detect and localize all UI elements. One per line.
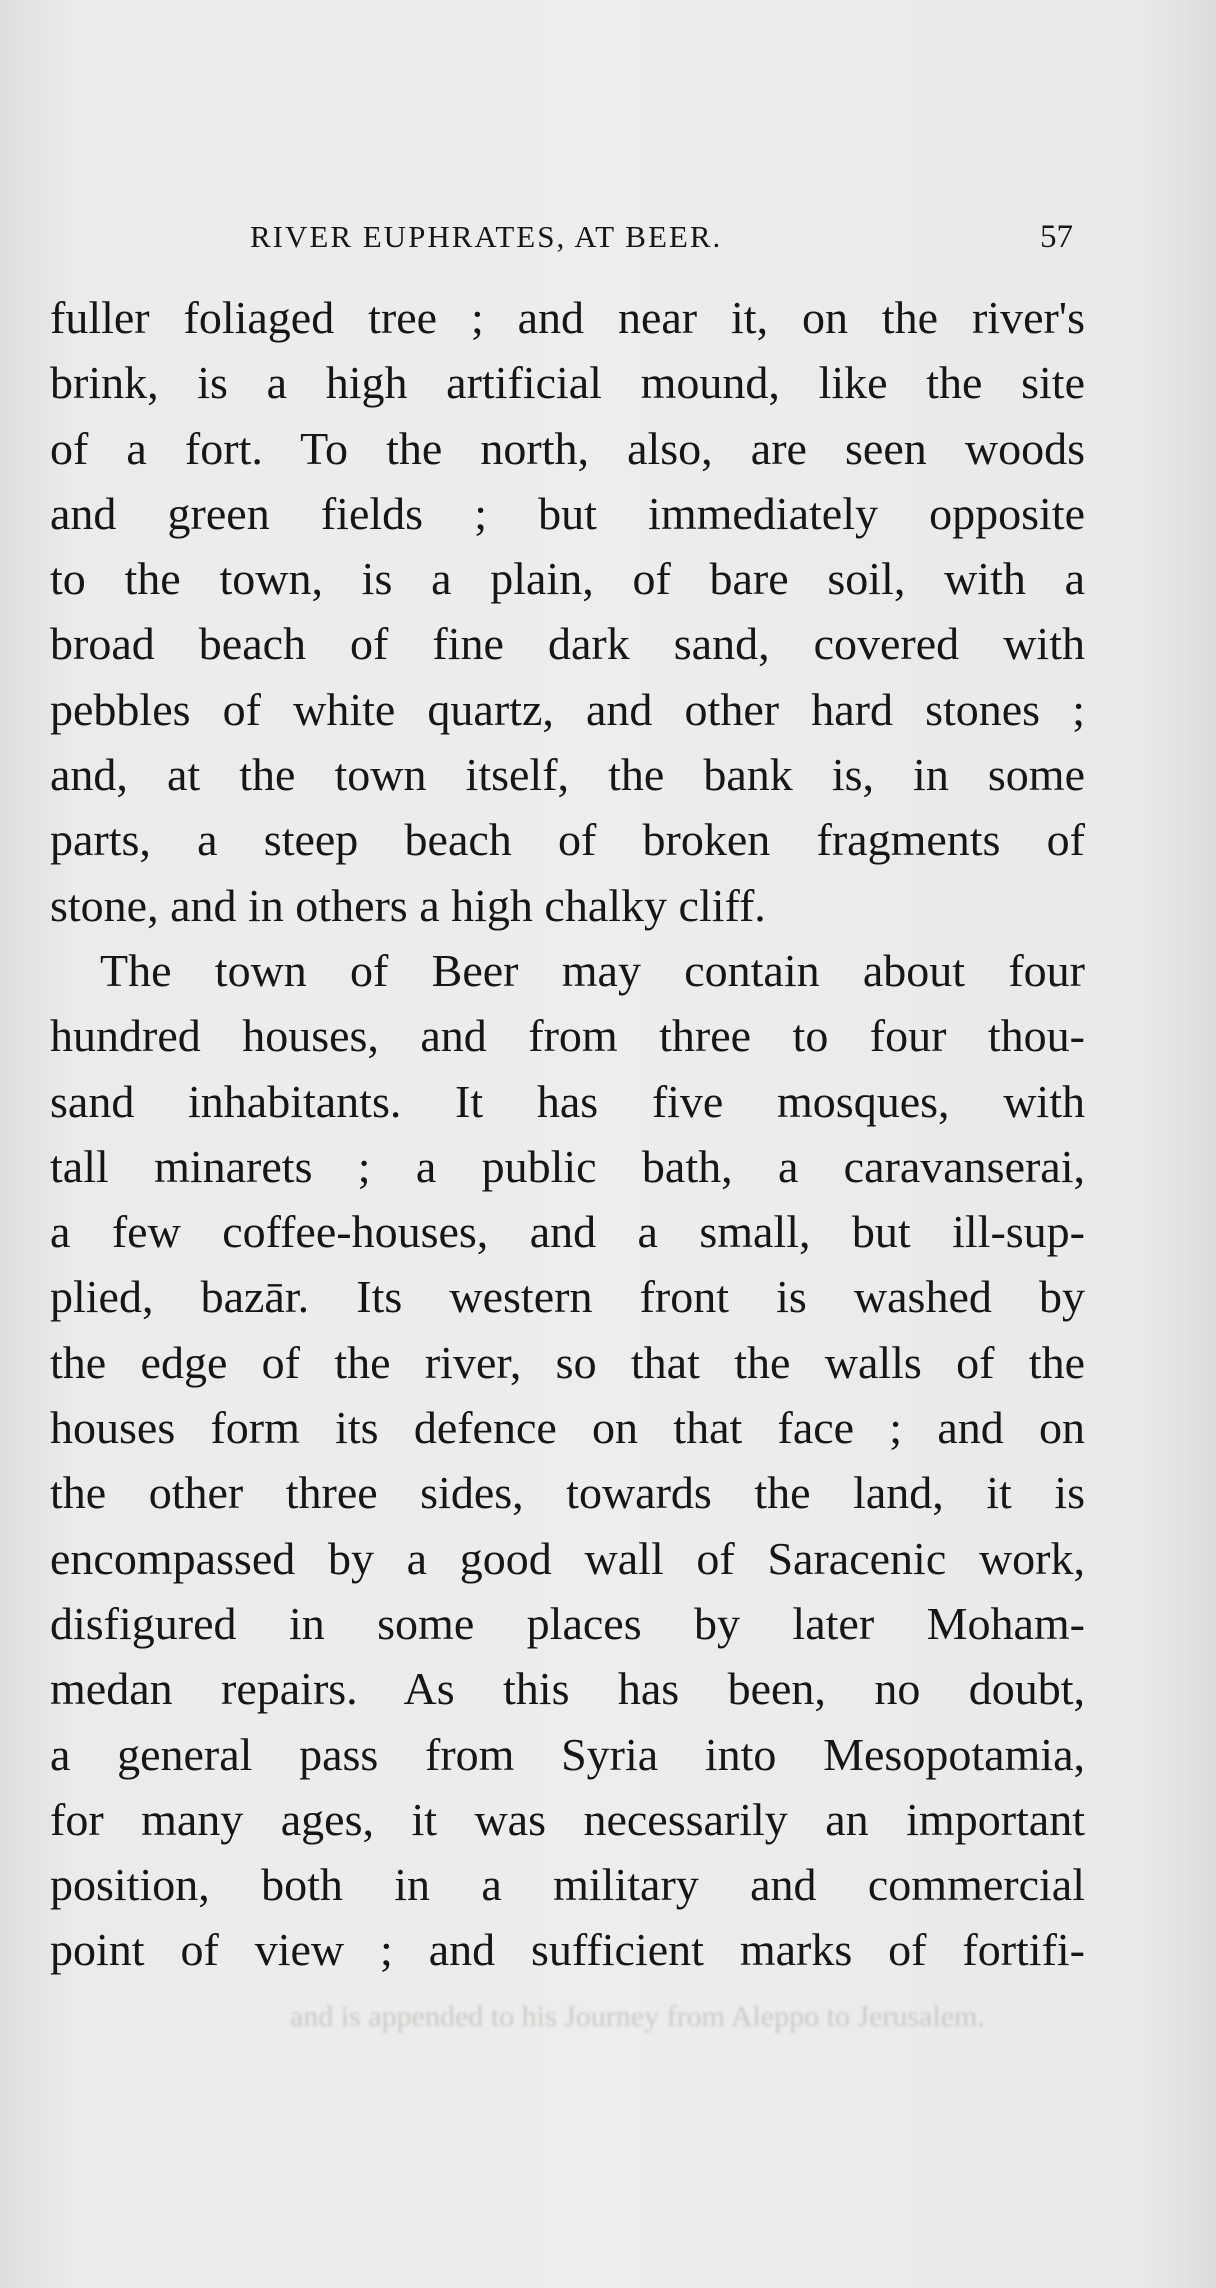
text-line: position, both in a military and commercial — [50, 1859, 1085, 1911]
text-line: parts, a steep beach of broken fragments of — [50, 814, 1085, 866]
text-line: and, at the town itself, the bank is, in some — [50, 749, 1085, 801]
running-title: RIVER EUPHRATES, AT BEER. — [250, 219, 723, 254]
running-head — [0, 212, 1216, 262]
text-line: pebbles of white quartz, and other hard stones ; — [50, 683, 1085, 735]
text-line: The town of Beer may contain about four — [100, 944, 1085, 996]
body-text — [50, 285, 1085, 1983]
text-line: a few coffee-houses, and a small, but ill-sup- — [50, 1206, 1085, 1258]
text-line: and green fields ; but immediately opposite — [50, 487, 1085, 539]
text-line: stone, and in others a high chalky cliff. — [50, 879, 766, 931]
text-line: tall minarets ; a public bath, a caravanserai, — [50, 1140, 1085, 1192]
text-line: a general pass from Syria into Mesopotamia, — [50, 1728, 1085, 1780]
text-line: disfigured in some places by later Moham- — [50, 1597, 1085, 1649]
text-line: brink, is a high artificial mound, like the site — [50, 357, 1085, 409]
text-line: the other three sides, towards the land, it is — [50, 1467, 1085, 1519]
text-line: hundred houses, and from three to four thou- — [50, 1010, 1085, 1062]
text-line: medan repairs. As this has been, no doubt, — [50, 1663, 1085, 1715]
text-line: to the town, is a plain, of bare soil, with a — [50, 553, 1085, 605]
text-line: point of view ; and sufficient marks of fortifi- — [50, 1924, 1085, 1976]
page-number: 57 — [1040, 219, 1073, 255]
text-line: fuller foliaged tree ; and near it, on the river's — [50, 292, 1085, 343]
text-line: of a fort. To the north, also, are seen woods — [50, 422, 1085, 474]
bleed-through-text: and is appended to his Journey from Aleppo to Jerusalem. — [290, 2000, 985, 2033]
text-line: the edge of the river, so that the walls of the — [50, 1336, 1085, 1388]
text-line: houses form its defence on that face ; and on — [50, 1402, 1085, 1454]
text-line: plied, bazār. Its western front is washed by — [50, 1271, 1085, 1323]
text-line: for many ages, it was necessarily an important — [50, 1793, 1085, 1845]
text-line: encompassed by a good wall of Saracenic work, — [50, 1532, 1085, 1584]
text-line: broad beach of fine dark sand, covered with — [50, 618, 1085, 670]
text-line: sand inhabitants. It has five mosques, with — [50, 1075, 1085, 1127]
